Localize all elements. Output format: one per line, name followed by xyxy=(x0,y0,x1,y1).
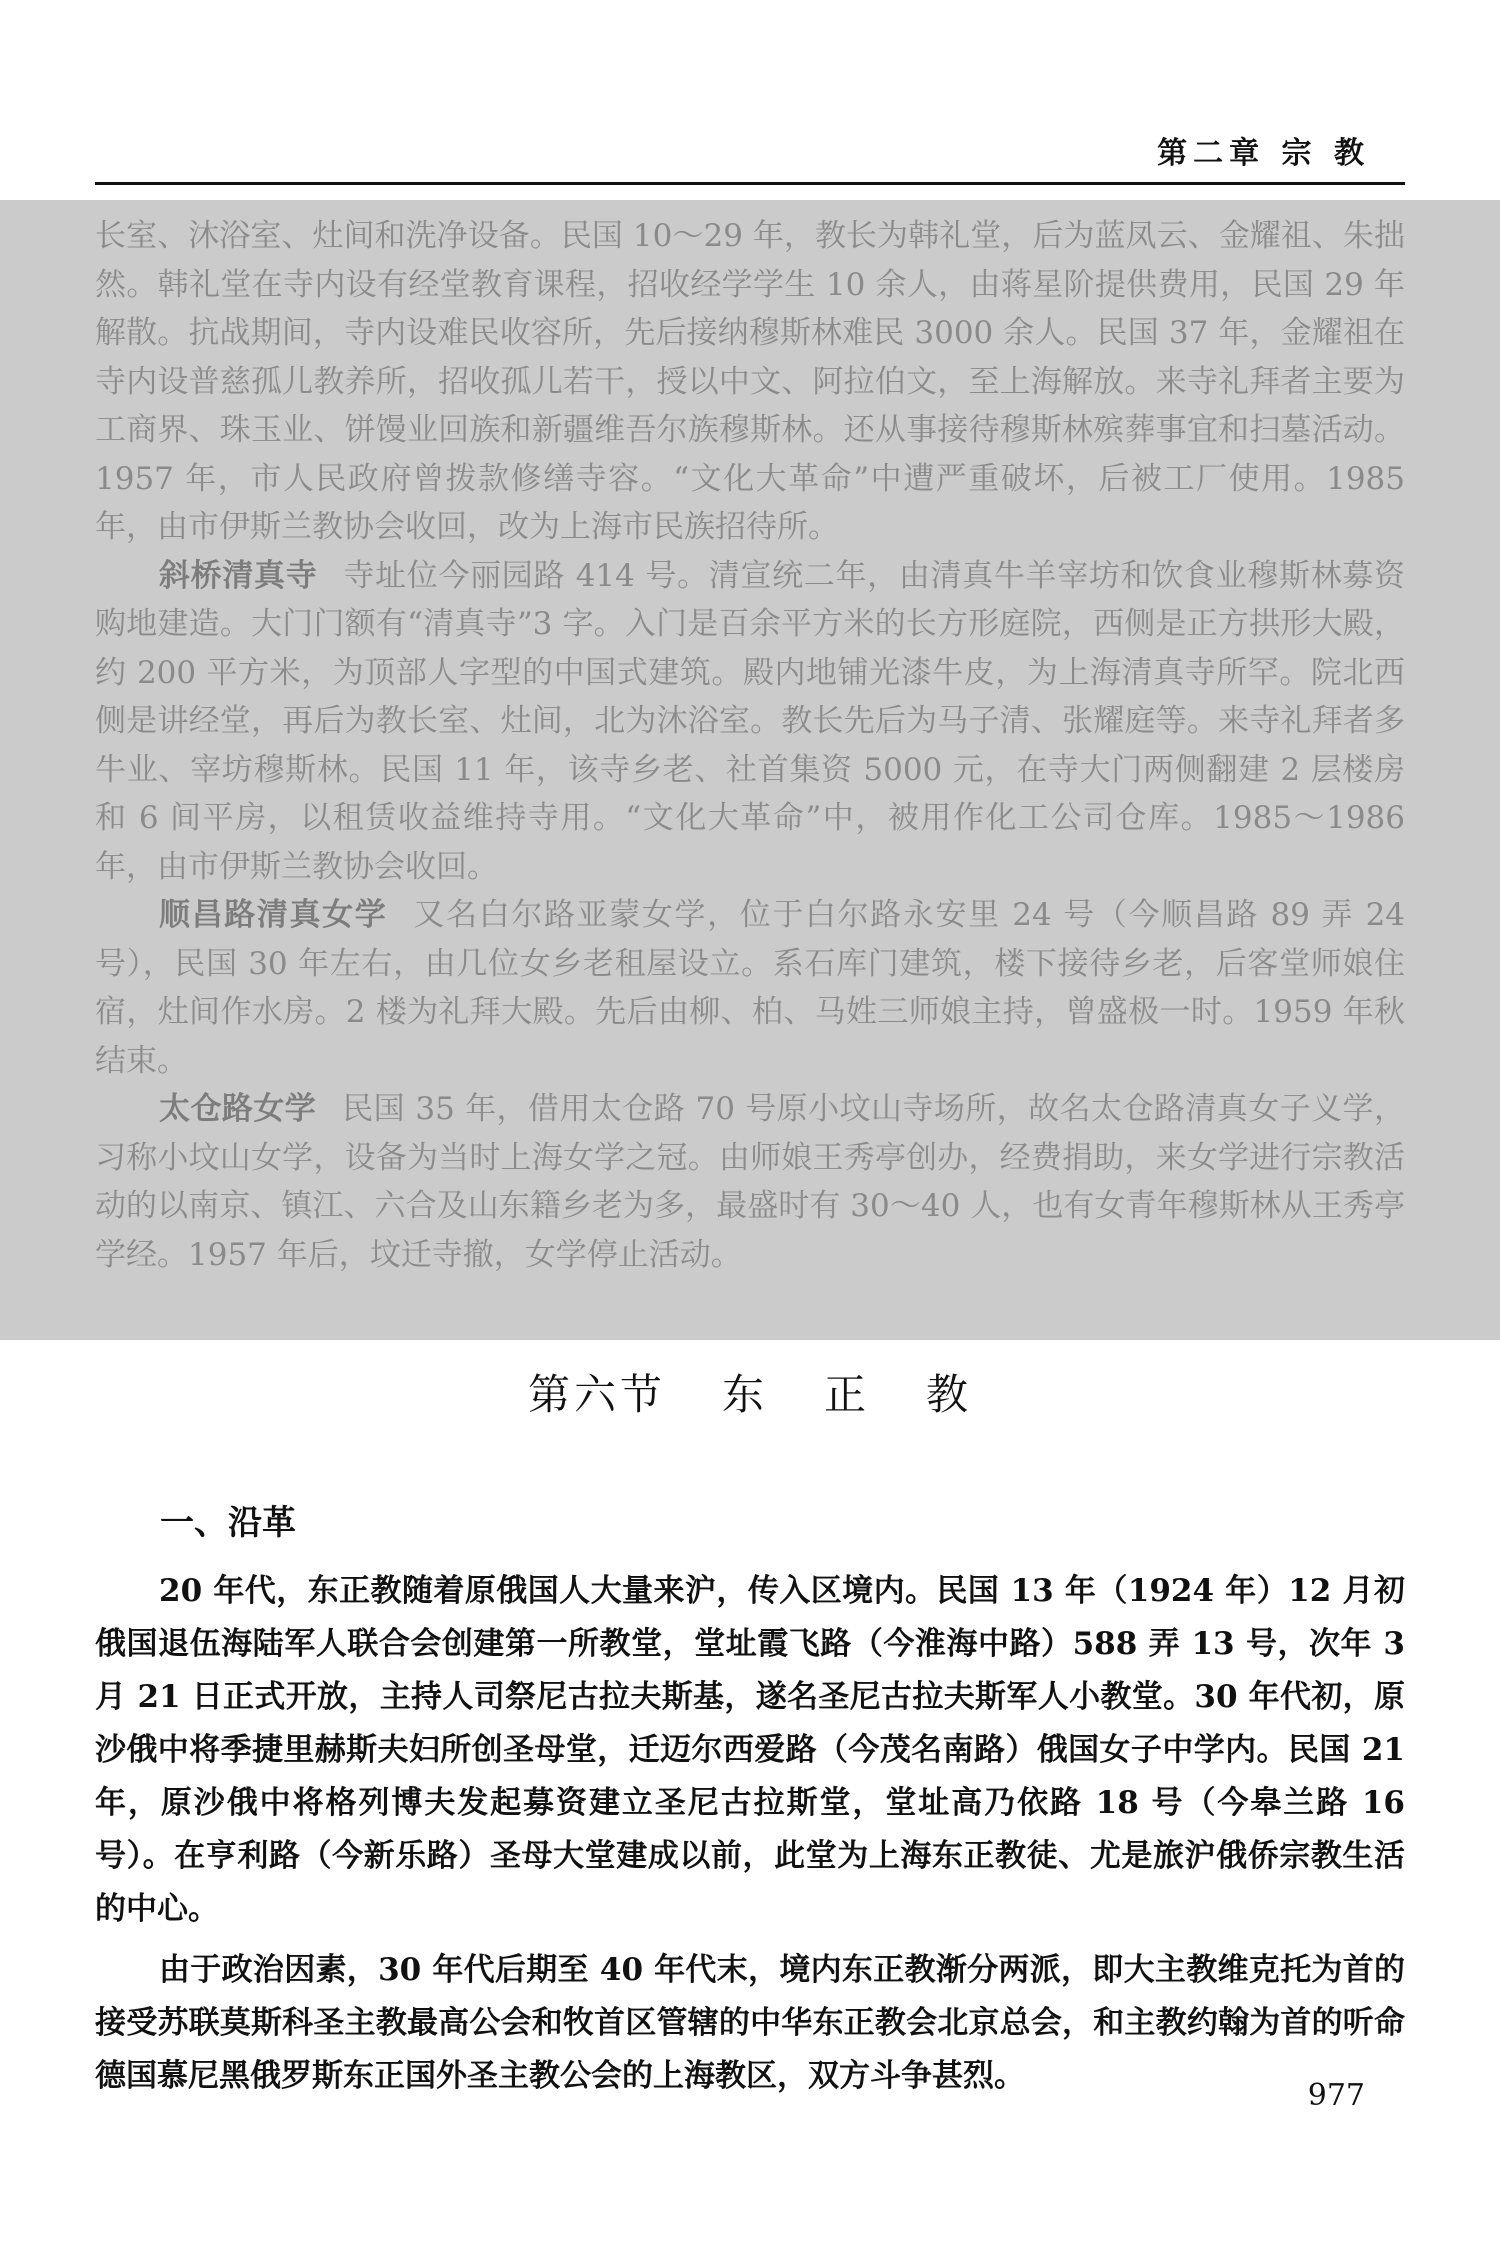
shaded-text xyxy=(95,212,1405,1279)
body-paragraph: 由于政治因素，30 年代后期至 40 年代末，境内东正教渐分两派，即大主教维克托为首的接受苏联莫斯科圣主教最高公会和牧首区管辖的中华东正教会北京总会，和主教约翰为首的听命德国慕尼黑俄罗斯东正国外圣主教公会的上海教区，双方斗争甚烈。 xyxy=(95,1952,1405,2094)
running-header: 第二章 宗 教 xyxy=(1157,136,1370,171)
entry-text: 又名白尔路亚蒙女学，位于白尔路永安里 24 号（今顺昌路 89 弄 24 号），民国 30 年左右，由几位女乡老租屋设立。系石库门建筑，楼下接待乡老，后客堂师娘住宿，灶间作水房。2 楼为礼拜大殿。先后由柳、柏、马姓三师娘主持，曾盛极一时。1959 年秋结束。 xyxy=(95,897,1406,1079)
entry-term: 顺昌路清真女学 xyxy=(159,897,388,933)
entry-paragraph xyxy=(95,552,1405,892)
entry-text: 寺址位今丽园路 414 号。清宣统二年，由清真牛羊宰坊和饮食业穆斯林募资购地建造。大门门额有“清真寺”3 字。入门是百余平方米的长方形庭院，西侧是正方拱形大殿，约 200 平方米，为顶部人字型的中国式建筑。殿内地铺光漆牛皮，为上海清真寺所罕。院北西侧是讲经堂，再后为教长室、灶间，北为沐浴室。教长先后为马子清、张耀庭等。来寺礼拜者多牛业、宰坊穆斯林。民国 11 年，该寺乡老、社首集资 5000 元，在寺大门两侧翻建 2 层楼房和 6 间平房，以租赁收益维持寺用。“文化大革命”中，被用作化工公司仓库。1985～1986 年，由市伊斯兰教协会收回。 xyxy=(95,557,1406,885)
section-number: 第六节 xyxy=(527,1370,666,1419)
entry-paragraph xyxy=(95,1085,1405,1279)
entry-term: 斜桥清真寺 xyxy=(159,557,318,594)
entry-paragraph xyxy=(95,891,1405,1085)
section-title-char: 教 xyxy=(926,1370,973,1419)
body-text xyxy=(95,1565,1405,2103)
subsection-heading: 一、沿革 xyxy=(160,1503,296,1543)
header-rule xyxy=(95,182,1405,185)
entry-term: 太仓路女学 xyxy=(159,1091,317,1127)
section-title-char: 正 xyxy=(824,1370,871,1419)
body-paragraph: 20 年代，东正教随着原俄国人大量来沪，传入区境内。民国 13 年（1924 年）12 月初俄国退伍海陆军人联合会创建第一所教堂，堂址霞飞路（今淮海中路）588 弄 13 号，次年 3 月 21 日正式开放，主持人司祭尼古拉夫斯基，遂名圣尼古拉夫斯军人小教堂。30 年代初，原沙俄中将季捷里赫斯夫妇所创圣母堂，迁迈尔西爱路（今茂名南路）俄国女子中学内。民国 21 年，原沙俄中将格列博夫发起募资建立圣尼古拉斯堂，堂址高乃依路 18 号（今皋兰路 16 号）。在亨利路（今新乐路）圣母大堂建成以前，此堂为上海东正教徒、尤是旅沪俄侨宗教生活的中心。 xyxy=(95,1573,1405,1927)
section-title-char: 东 xyxy=(721,1370,768,1419)
continuation-paragraph: 长室、沐浴室、灶间和洗净设备。民国 10～29 年，教长为韩礼堂，后为蓝凤云、金耀祖、朱拙然。韩礼堂在寺内设有经堂教育课程，招收经学学生 10 余人，由蒋星阶提供费用，民国 29 年解散。抗战期间，寺内设难民收容所，先后接纳穆斯林难民 3000 余人。民国 37 年，金耀祖在寺内设普慈孤儿教养所，招收孤儿若干，授以中文、阿拉伯文，至上海解放。来寺礼拜者主要为工商界、珠玉业、饼馒业回族和新疆维吾尔族穆斯林。还从事接待穆斯林殡葬事宜和扫墓活动。1957 年，市人民政府曾拨款修缮寺容。“文化大革命”中遭严重破坏，后被工厂使用。1985 年，由市伊斯兰教协会收回，改为上海市民族招待所。 xyxy=(95,218,1405,545)
section-title xyxy=(0,1362,1500,1422)
page-number: 977 xyxy=(1307,2078,1365,2113)
entry-text: 民国 35 年，借用太仓路 70 号原小坟山寺场所，故名太仓路清真女子义学，习称小坟山女学，设备为当时上海女学之冠。由师娘王秀亭创办，经费捐助，来女学进行宗教活动的以南京、镇江、六合及山东籍乡老为多，最盛时有 30～40 人，也有女青年穆斯林从王秀亭学经。1957 年后，坟迁寺撤，女学停止活动。 xyxy=(95,1091,1406,1273)
